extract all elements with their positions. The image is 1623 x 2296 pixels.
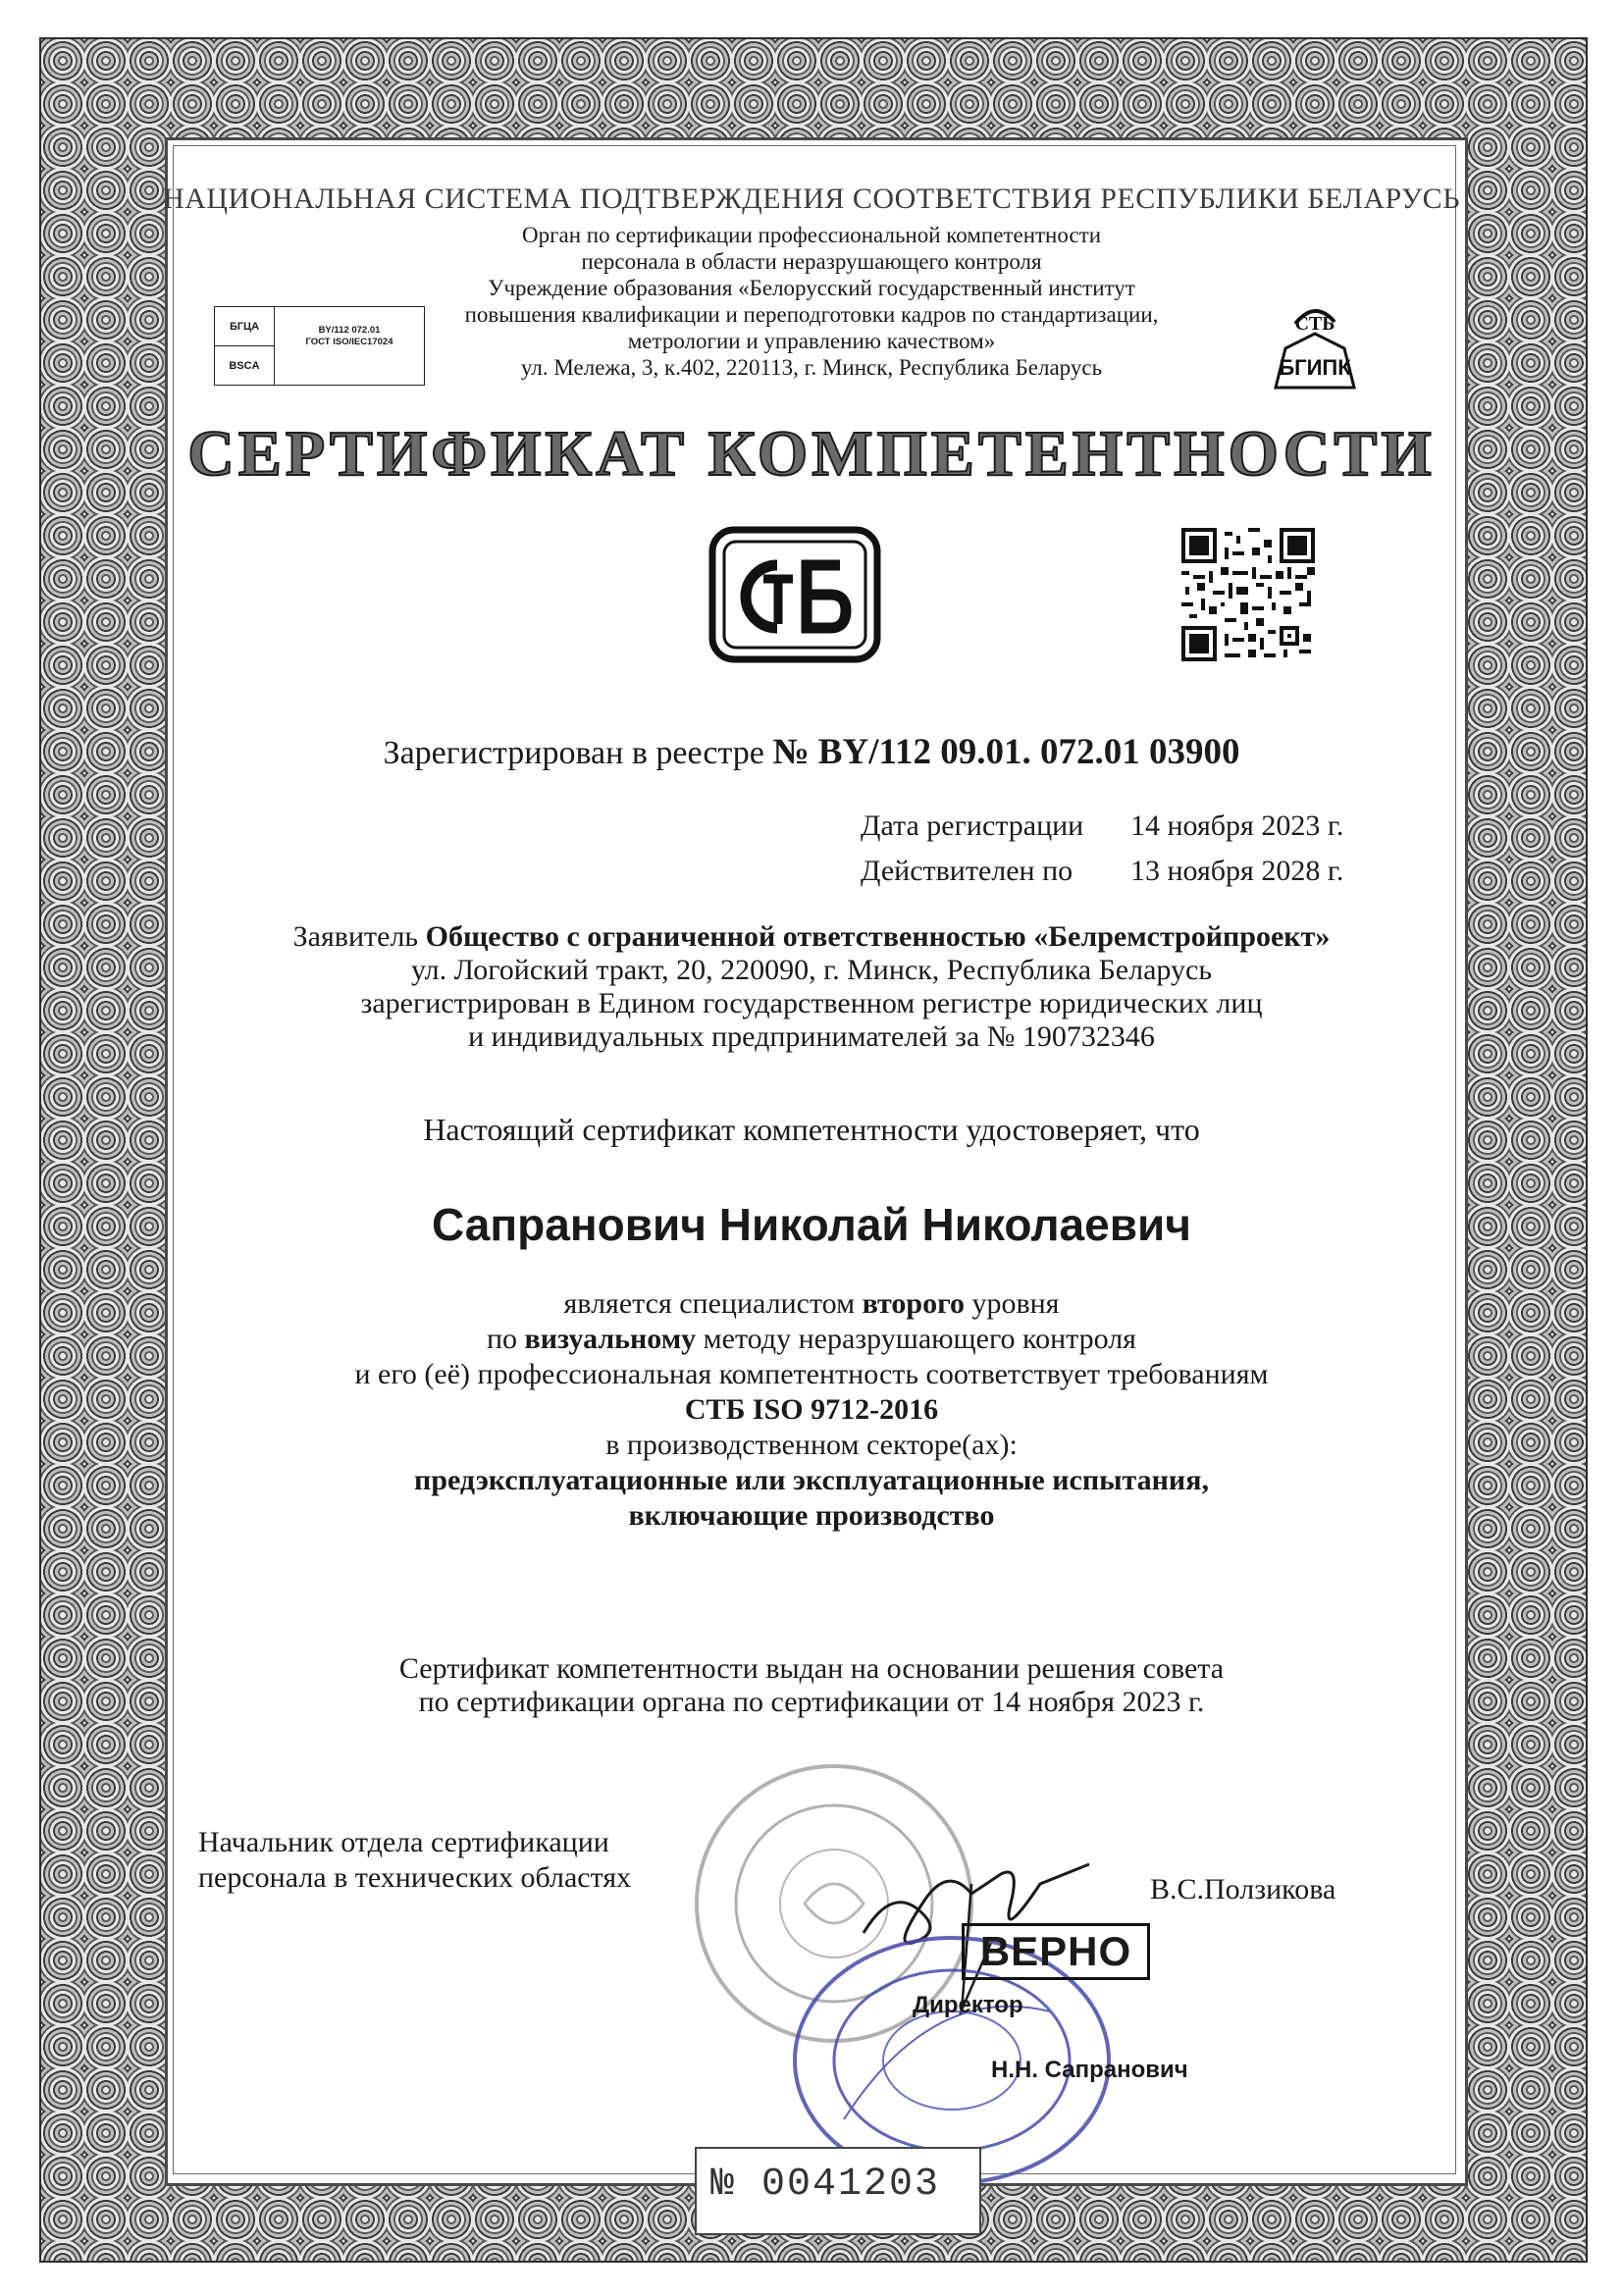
verified-stamp: ВЕРНО — [962, 1923, 1150, 1980]
basis-text-cont: по сертификации органа по сертификации от 14 ноября 2023 г. — [418, 1686, 1205, 1718]
qual-method: визуальному — [524, 1323, 697, 1355]
national-system-heading: НАЦИОНАЛЬНАЯ СИСТЕМА ПОДТВЕРЖДЕНИЯ СООТВЕТСТВИЯ РЕСПУБЛИКИ БЕЛАРУСЬ — [163, 183, 1460, 215]
qualification-sector-cont: включающие производство — [628, 1499, 995, 1532]
registration-date-label: Дата регистрации — [861, 809, 1084, 842]
certifies-text: Настоящий сертификат компетентности удостоверяет, что — [423, 1112, 1200, 1147]
valid-until-value: 13 ноября 2028 г. — [1130, 855, 1344, 887]
accreditation-label-top: БГЦА — [215, 307, 275, 346]
applicant-name: Общество с ограниченной ответственностью «Белремстройпроект» — [425, 920, 1331, 953]
certificate-title: СЕРТИФИКАТ КОМПЕТЕНТНОСТИ — [187, 418, 1436, 490]
valid-until-label: Действителен по — [861, 855, 1073, 887]
qualification-sector: предэксплуатационные или эксплуатационные испытания, — [414, 1464, 1209, 1496]
person-name: Сапранович Николай Николаевич — [431, 1199, 1191, 1250]
accreditation-mark — [214, 306, 425, 386]
accreditation-label-bottom: BSCA — [215, 346, 275, 385]
organ-line: Орган по сертификации профессиональной компетентности — [521, 223, 1102, 247]
bgiik-mark-text: СТБ — [1294, 313, 1335, 335]
organ-address: ул. Мележа, 3, к.402, 220113, г. Минск, Республика Беларусь — [520, 355, 1103, 380]
signatory-name: В.С.Ползикова — [1150, 1873, 1336, 1905]
stamp-director-name: Н.Н. Сапранович — [991, 2057, 1188, 2083]
applicant-registry: зарегистрирован в Едином государственном регистре юридических лиц — [360, 987, 1263, 1019]
accreditation-standard: ГОСТ ISO/IEC17024 — [305, 337, 393, 347]
qualification-method — [0, 1323, 1623, 1356]
qual-l2-a: по — [486, 1323, 525, 1355]
bgiik-logo — [1256, 294, 1374, 402]
applicant-address: ул. Логойский тракт, 20, 220090, г. Минск, Республика Беларусь — [410, 954, 1213, 986]
organ-line: персонала в области неразрушающего контроля — [581, 249, 1042, 274]
qualification-level — [0, 1287, 1623, 1321]
signatory-title-cont: персонала в технических областях — [198, 1861, 632, 1894]
qualification-sector-label: в производственном секторе(ах): — [605, 1429, 1018, 1461]
qual-l1-c: уровня — [964, 1287, 1060, 1320]
organ-line: повышения квалификации и переподготовки кадров по стандартизации, — [464, 302, 1159, 327]
applicant-prefix: Заявитель — [292, 920, 426, 953]
basis-text: Сертификат компетентности выдан на основании решения совета — [398, 1652, 1225, 1685]
qualification-compliance: и его (её) профессиональная компетентность соответствует требованиям — [354, 1358, 1269, 1390]
registration-date-value: 14 ноября 2023 г. — [1130, 809, 1344, 842]
accreditation-details — [276, 325, 423, 348]
serial-number: № 0041203 — [710, 2163, 941, 2207]
registry-prefix: Зарегистрирован в реестре — [383, 735, 773, 771]
applicant-registry-number: и индивидуальных предпринимателей за № 190732346 — [468, 1020, 1155, 1053]
qual-l1-a: является специалистом — [563, 1287, 863, 1320]
stamp-director-title: Директор — [913, 1992, 1023, 2018]
bgiik-label: БГИПК — [1279, 355, 1351, 380]
qual-l2-c: методу неразрушающего контроля — [696, 1323, 1136, 1355]
stb-conformity-logo — [708, 526, 881, 663]
organ-line: Учреждение образования «Белорусский государственный институт — [488, 276, 1135, 300]
organ-line: метрологии и управлению качеством» — [627, 329, 996, 353]
qual-level: второго — [862, 1287, 965, 1320]
registry-line — [0, 731, 1623, 773]
accreditation-number: BY/112 072.01 — [318, 325, 381, 336]
signatory-title: Начальник отдела сертификации — [198, 1826, 609, 1858]
qualification-standard: СТБ ISO 9712-2016 — [684, 1393, 939, 1426]
registry-number: № BY/112 09.01. 072.01 03900 — [772, 732, 1240, 772]
applicant-line — [0, 920, 1623, 954]
qr-code — [1181, 528, 1315, 661]
